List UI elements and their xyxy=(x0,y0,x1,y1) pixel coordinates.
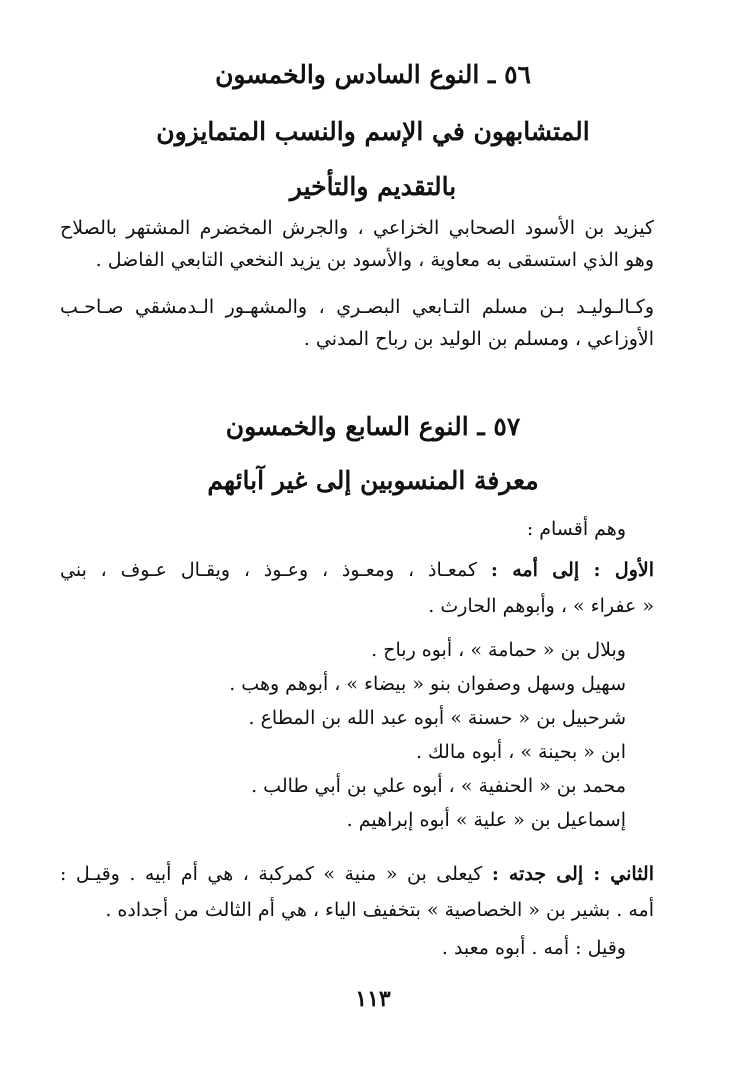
section-57-first-line-2: « عفراء » ، وأبوهم الحارث . xyxy=(428,595,654,617)
section-56-para-2-line-1: وكـالـوليـد بـن مسلم التـابعي البصـري ، والمشهـور الـدمشقي صـاحـب xyxy=(60,296,654,318)
list-item: وبلال بن « حمامة » ، أبوه رباح . xyxy=(371,639,626,661)
section-57-second-line-3: وقيل : أمه . أبوه معبد . xyxy=(441,937,626,959)
list-item: شرحبيل بن « حسنة » أبوه عبد الله بن المطاع . xyxy=(248,707,626,729)
list-item: سهيل وسهل وصفوان بنو « بيضاء » ، أبوهم وهب . xyxy=(229,673,626,695)
section-57-title: ٥٧ ـ النوع السابع والخمسون xyxy=(225,412,521,441)
section-56-para-1-line-1: كيزيد بن الأسود الصحابي الخزاعي ، والجرش المخضرم المشتهر بالصلاح xyxy=(60,217,654,239)
page-number: ١١٣ xyxy=(355,986,391,1012)
list-item: ابن « بحينة » ، أبوه مالك . xyxy=(415,741,626,763)
section-56-subtitle-1: المتشابهون في الإسم والنسب المتمايزون xyxy=(156,117,590,146)
section-56-para-1-line-2: وهو الذي استسقى به معاوية ، والأسود بن يزيد النخعي التابعي الفاضل . xyxy=(95,249,654,271)
section-57-second-line-2: أمه . بشير بن « الخصاصية » بتخفيف الياء ، هي أم الثالث من أجداده . xyxy=(105,899,654,921)
list-item: محمد بن « الحنفية » ، أبوه علي بن أبي طالب . xyxy=(251,775,626,797)
section-57-second-line-1 xyxy=(60,861,654,887)
second-category-label: الثاني : إلى جدته : xyxy=(491,863,654,885)
first-category-text: كمعـاذ ، ومعـوذ ، وعـوذ ، ويقـال عـوف ، بني xyxy=(60,559,477,581)
section-57-subtitle: معرفة المنسوبين إلى غير آبائهم xyxy=(207,466,539,495)
section-56-subtitle-2: بالتقديم والتأخير xyxy=(289,172,457,201)
section-57-intro: وهم أقسام : xyxy=(526,518,626,540)
section-56-title: ٥٦ ـ النوع السادس والخمسون xyxy=(215,60,531,89)
section-56-para-2-line-2: الأوزاعي ، ومسلم بن الوليد بن رباح المدني . xyxy=(303,328,654,350)
list-item: إسماعيل بن « علية » أبوه إبراهيم . xyxy=(346,809,626,831)
second-category-text: كيعلى بن « منية » كمركبة ، هي أم أبيه . وقيـل : xyxy=(60,863,483,885)
first-category-label: الأول : إلى أمه : xyxy=(490,559,654,581)
section-57-first-line-1 xyxy=(60,557,654,583)
